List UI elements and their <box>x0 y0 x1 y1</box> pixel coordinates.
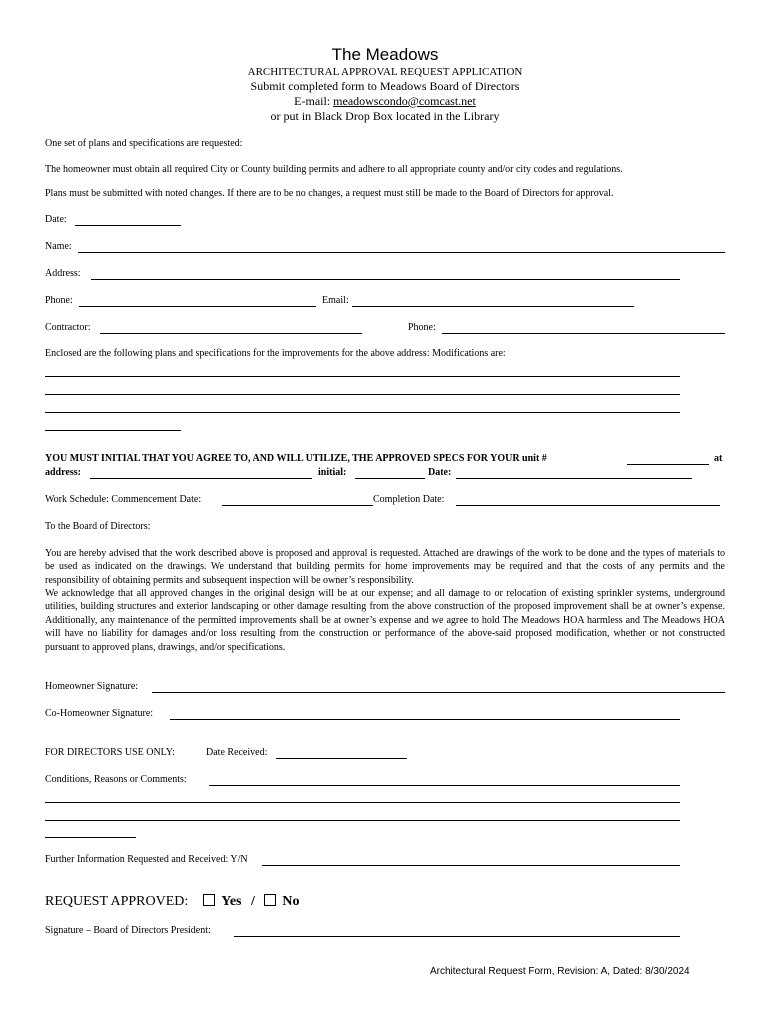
email-link[interactable]: meadowscondo@comcast.net <box>333 94 476 108</box>
conditions-line-3[interactable] <box>45 820 680 821</box>
modifications-line-4[interactable] <box>45 430 181 431</box>
contractor-label: Contractor: <box>45 322 91 333</box>
initial-label: initial: <box>318 467 347 478</box>
directors-use-label: FOR DIRECTORS USE ONLY: <box>45 747 175 758</box>
completion-date-field[interactable] <box>456 505 720 506</box>
further-info-label: Further Information Requested and Received: Y/N <box>45 854 248 865</box>
conditions-line-4[interactable] <box>45 837 136 838</box>
president-signature-label: Signature – Board of Directors President: <box>45 925 211 936</box>
modifications-line-2[interactable] <box>45 394 680 395</box>
phone-label: Phone: <box>45 295 73 306</box>
agreement-address-label: address: <box>45 467 81 478</box>
co-homeowner-signature-field[interactable] <box>170 719 680 720</box>
dropbox-instruction: or put in Black Drop Box located in the Library <box>270 109 500 123</box>
modifications-line-3[interactable] <box>45 412 680 413</box>
date-received-label: Date Received: <box>206 747 268 758</box>
address-field[interactable] <box>91 279 680 280</box>
yes-label: Yes <box>221 894 242 909</box>
homeowner-signature-field[interactable] <box>152 692 725 693</box>
agreement-text: YOU MUST INITIAL THAT YOU AGREE TO, AND WILL UTILIZE, THE APPROVED SPECS FOR YOUR unit # <box>45 453 547 464</box>
slash-separator: / <box>251 894 255 909</box>
modifications-line-1[interactable] <box>45 376 680 377</box>
further-info-field[interactable] <box>262 865 680 866</box>
contractor-field[interactable] <box>100 333 362 334</box>
yes-checkbox[interactable] <box>203 894 215 906</box>
initial-field[interactable] <box>355 478 425 479</box>
agreement-at: at <box>714 453 723 464</box>
name-label: Name: <box>45 241 72 252</box>
president-signature-field[interactable] <box>234 936 680 937</box>
date-received-field[interactable] <box>276 758 407 759</box>
page-title: The Meadows <box>331 45 439 64</box>
agreement-date-label: Date: <box>428 467 452 478</box>
phone-field[interactable] <box>79 306 316 307</box>
email-field-label: Email: <box>322 295 349 306</box>
body-paragraph-2: We acknowledge that all approved changes in the original design will be at our expense; and all damage to or relocation of existing sprinkler systems, underground utilities, building structures and exterior landscaping or other damage resulting from the above construction of the proposed improvement shall be at owner’s expense. Additionally, any maintenance of the permitted improvements shall be at owner’s expense and we agree to hold The Meadows HOA harmless and The Meadows HOA will have no liability for damages and/or loss resulting from the construction or performance of the above-said proposed modification, whether or not constructed pursuant to approved plans, drawings, and/or specifications. <box>45 588 725 653</box>
agreement-line <box>45 453 547 464</box>
homeowner-signature-label: Homeowner Signature: <box>45 681 139 692</box>
footer-revision: Architectural Request Form, Revision: A, Dated: 8/30/2024 <box>430 966 690 977</box>
conditions-line-2[interactable] <box>45 802 680 803</box>
agreement-date-field[interactable] <box>456 478 692 479</box>
no-label: No <box>282 894 300 909</box>
conditions-label: Conditions, Reasons or Comments: <box>45 774 187 785</box>
name-field[interactable] <box>78 252 725 253</box>
submit-instruction: Submit completed form to Meadows Board of Directors <box>250 79 520 93</box>
address-label: Address: <box>45 268 81 279</box>
permits-text: The homeowner must obtain all required City or County building permits and adhere to all appropriate county and/or city codes and regulations. <box>45 164 623 175</box>
contractor-phone-field[interactable] <box>442 333 725 334</box>
request-approved-row <box>45 894 300 910</box>
body-paragraph-1: You are hereby advised that the work described above is proposed and approval is requested. Attached are drawings of the work to be done and the types of materials to be used as indicated on the drawings. We understand that building permits for home improvements may be required and that the costs of any permits and the responsibility of obtaining permits and subsequent inspection will be owner’s responsibility. <box>45 548 725 586</box>
date-field[interactable] <box>75 225 181 226</box>
co-homeowner-signature-label: Co-Homeowner Signature: <box>45 708 154 719</box>
email-field[interactable] <box>352 306 634 307</box>
form-subtitle: ARCHITECTURAL APPROVAL REQUEST APPLICATION <box>247 66 523 78</box>
to-board-text: To the Board of Directors: <box>45 521 151 532</box>
email-label: E-mail: <box>294 94 334 108</box>
agreement-address-field[interactable] <box>90 478 312 479</box>
date-label: Date: <box>45 214 67 225</box>
commencement-date-field[interactable] <box>222 505 373 506</box>
plans-set-text: One set of plans and specifications are requested: <box>45 138 243 149</box>
completion-label: Completion Date: <box>373 494 445 505</box>
changes-text: Plans must be submitted with noted changes. If there are to be no changes, a request must still be made to the Board of Directors for approval. <box>45 188 614 199</box>
unit-number-field[interactable] <box>627 464 709 465</box>
commencement-label: Work Schedule: Commencement Date: <box>45 494 202 505</box>
no-checkbox[interactable] <box>264 894 276 906</box>
contractor-phone-label: Phone: <box>408 322 436 333</box>
enclosed-text: Enclosed are the following plans and specifications for the improvements for the above address: Modifications are: <box>45 348 506 359</box>
conditions-line-1[interactable] <box>209 785 680 786</box>
email-line <box>0 94 770 109</box>
request-approved-label: REQUEST APPROVED: <box>45 894 189 909</box>
